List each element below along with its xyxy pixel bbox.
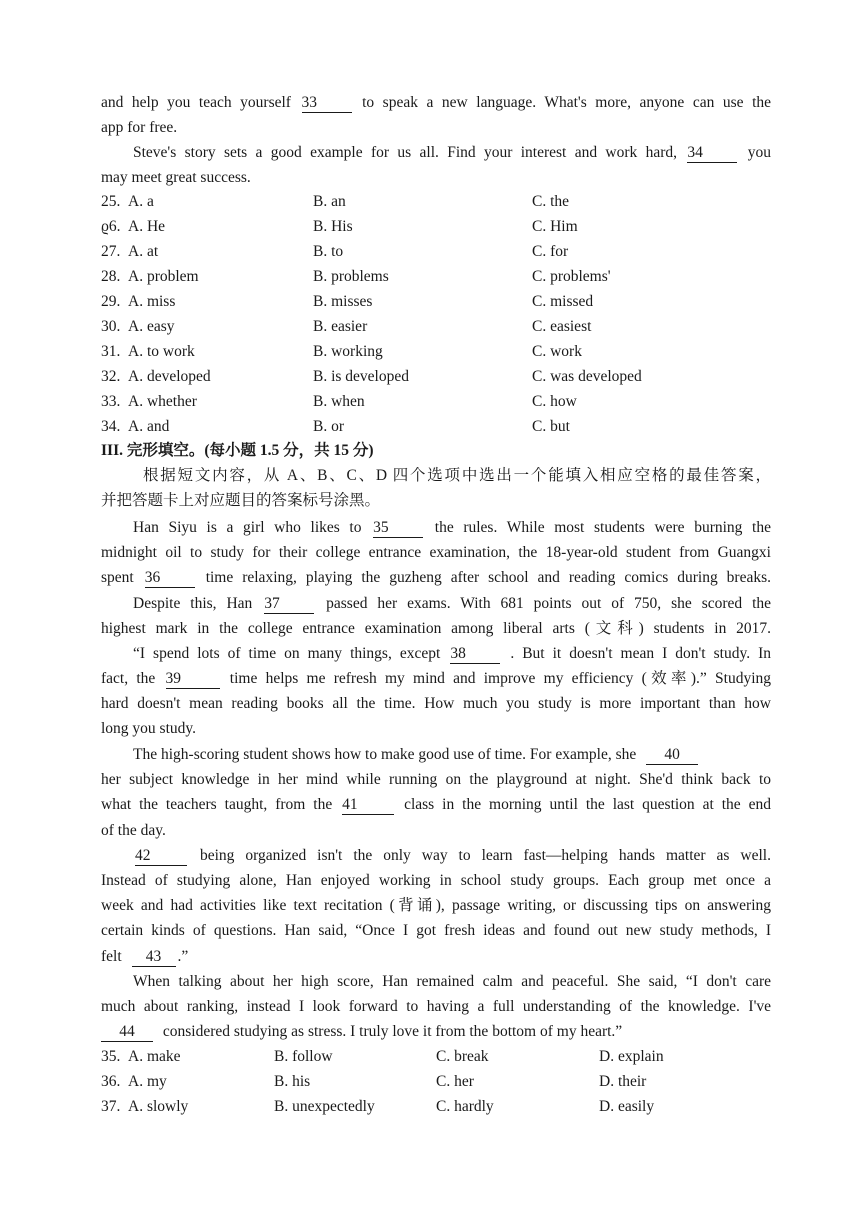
passage-line: certain kinds of questions. Han said, “Once I got fresh ideas and found out new study methods, I [101,922,771,939]
option-a: A. to work [128,343,195,360]
option-a: A. easy [128,318,175,335]
passage-line: what the teachers taught, from the 41 class in the morning until the last question at the end [101,796,771,813]
answer-blank-33: 33 [302,94,352,113]
passage-line: The high-scoring student shows how to make good use of time. For example, she 40 [133,742,771,767]
option-number: 35. [101,1048,121,1065]
option-b: B. working [313,343,383,360]
answer-blank-44: 44 [101,1023,153,1042]
option-a: A. problem [128,268,199,285]
answer-blank-43: 43 [132,948,176,967]
option-number: 36. [101,1073,121,1090]
passage-line: spent 36 time relaxing, playing the guzheng after school and reading comics during breaks. [101,569,772,586]
passage-line: Despite this, Han 37 passed her exams. With 681 points out of 750, she scored the [133,595,771,612]
option-c: C. problems' [532,268,611,285]
passage-line: fact, the 39 time helps me refresh my mind and improve my efficiency (效率).” Studying [101,670,772,687]
option-c: C. how [532,393,577,410]
option-c: C. for [532,243,569,260]
option-d: D. their [599,1073,647,1090]
instruction-line: 并把答题卡上对应题目的答案标号涂黑。 [101,492,381,509]
passage-line: Instead of studying alone, Han enjoyed working in school study groups. Each group met once a [101,872,771,889]
passage-line: week and had activities like text recitation (背诵), passage writing, or discussing tips on answering [101,897,771,914]
option-c: C. her [436,1073,474,1090]
option-number: 27. [101,243,121,260]
passage-line: much about ranking, instead I look forward to having a full understanding of the knowledge. I've [101,998,771,1015]
answer-blank-39: 39 [166,670,220,689]
answer-blank-41: 41 [342,796,394,815]
option-c: C. work [532,343,582,360]
option-b: B. problems [313,268,389,285]
option-a: A. miss [128,293,176,310]
passage-line: midnight oil to study for their college entrance examination, the 18-year-old student from Guangxi [101,544,771,561]
option-b: B. misses [313,293,373,310]
option-c: C. the [532,193,570,210]
passage-line: may meet great success. [101,169,251,186]
option-d: D. explain [599,1048,664,1065]
passage-line: hard doesn't mean reading books all the time. How much you study is more important than how [101,695,771,712]
passage-line: and help you teach yourself 33 to speak a new language. What's more, anyone can use the [101,94,772,111]
option-a: A. make [128,1048,181,1065]
answer-blank-35: 35 [373,519,423,538]
option-b: B. or [313,418,344,435]
option-c: C. but [532,418,570,435]
option-b: B. to [313,243,344,260]
option-number: 29. [101,293,121,310]
passage-line: 44 considered studying as stress. I truly love it from the bottom of my heart.” [101,1019,771,1044]
answer-blank-37: 37 [264,595,314,614]
passage-line: long you study. [101,720,197,737]
answer-blank-34: 34 [687,144,737,163]
option-c: C. easiest [532,318,592,335]
answer-blank-36: 36 [145,569,195,588]
option-number: 32. [101,368,121,385]
option-c: C. missed [532,293,594,310]
option-a: A. slowly [128,1098,189,1115]
option-a: A. and [128,418,170,435]
option-b: B. is developed [313,368,409,385]
option-a: A. He [128,218,166,235]
option-c: C. was developed [532,368,642,385]
answer-blank-40: 40 [646,746,698,765]
option-number: 28. [101,268,121,285]
option-number: 31. [101,343,121,360]
passage-line: “I spend lots of time on many things, except 38 . But it doesn't mean I don't study. In [133,645,771,662]
section-heading: III. 完形填空。(每小题 1.5 分，共 15 分) [101,442,374,459]
option-b: B. follow [274,1048,333,1065]
option-b: B. unexpectedly [274,1098,375,1115]
passage-line: 42 being organized isn't the only way to learn fast—helping hands matter as well. [135,847,771,864]
option-d: D. easily [599,1098,655,1115]
option-a: A. a [128,193,154,210]
option-b: B. easier [313,318,368,335]
option-a: A. developed [128,368,211,385]
instruction-line: 根据短文内容，从 A、B、C、D 四个选项中选出一个能填入相应空格的最佳答案， [143,467,771,484]
option-number: 30. [101,318,121,335]
option-a: A. at [128,243,159,260]
passage-line: app for free. [101,119,178,136]
passage-line: Han Siyu is a girl who likes to 35 the rules. While most students were burning the [133,519,771,536]
option-number: 25. [101,193,121,210]
option-number: ϱ6. [101,218,121,235]
option-c: C. Him [532,218,578,235]
passage-line: Steve's story sets a good example for us all. Find your interest and work hard, 34 you [133,144,772,161]
option-number: 34. [101,418,121,435]
option-b: B. his [274,1073,311,1090]
option-a: A. whether [128,393,197,410]
option-a: A. my [128,1073,167,1090]
answer-blank-38: 38 [450,645,500,664]
passage-line: felt 43 .” [101,948,189,965]
answer-blank-42: 42 [135,847,187,866]
option-c: C. break [436,1048,489,1065]
passage-line: highest mark in the college entrance examination among liberal arts (文科) students in 2017. [101,620,771,637]
passage-line: When talking about her high score, Han remained calm and peaceful. She said, “I don't care [133,973,771,990]
option-b: B. when [313,393,365,410]
option-number: 33. [101,393,121,410]
passage-line: her subject knowledge in her mind while running on the playground at night. She'd think back to [101,771,771,788]
option-number: 37. [101,1098,121,1115]
option-c: C. hardly [436,1098,494,1115]
passage-line: of the day. [101,822,166,839]
option-b: B. His [313,218,353,235]
option-b: B. an [313,193,346,210]
